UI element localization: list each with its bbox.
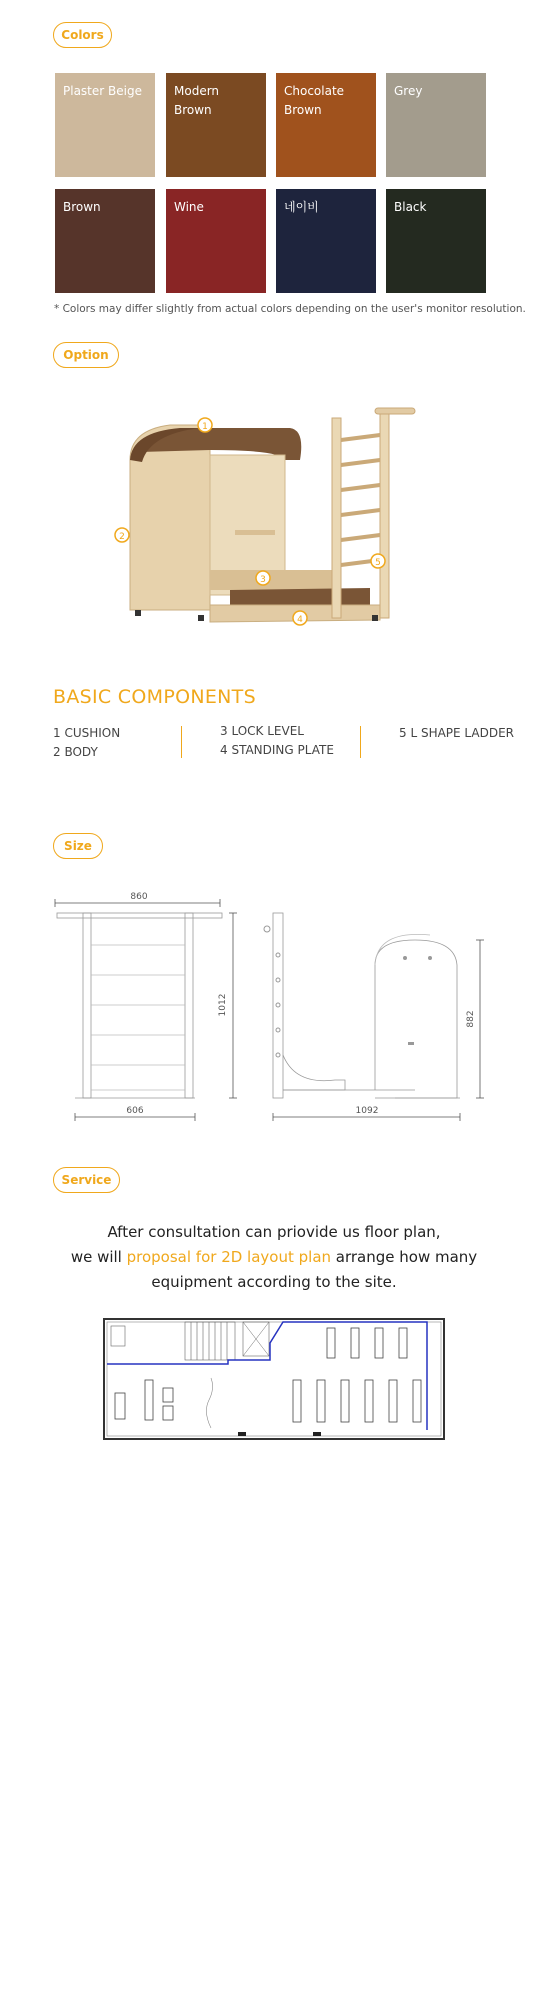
service-description: [0, 1220, 548, 1295]
marker-1: [198, 418, 212, 432]
svg-text:1: 1: [202, 422, 208, 432]
svg-text:4: 4: [297, 615, 303, 625]
color-disclaimer: * Colors may differ slightly from actual colors depending on the user's monitor resolution.: [54, 303, 526, 315]
service-line-1: After consultation can priovide us floor plan,: [107, 1223, 441, 1241]
color-name: Black: [394, 200, 427, 214]
color-name: Wine: [174, 200, 204, 214]
svg-text:2: 2: [119, 532, 125, 542]
component-item: 2 BODY: [53, 745, 98, 759]
product-illustration: [110, 400, 430, 640]
color-name: Brown: [63, 200, 101, 214]
floor-plan-image: [103, 1318, 445, 1440]
marker-2: [115, 528, 129, 542]
marker-5: [371, 554, 385, 568]
service-text: arrange how many: [331, 1248, 478, 1266]
color-name: Plaster Beige: [63, 84, 142, 98]
components-column-3: [399, 724, 514, 743]
basic-components-title: BASIC COMPONENTS: [53, 686, 256, 708]
divider: [360, 726, 361, 758]
color-swatch-chocolate-brown: [276, 73, 376, 177]
color-swatch-grey: [386, 73, 486, 177]
color-swatch-modern-brown: [166, 73, 266, 177]
component-item: 1 CUSHION: [53, 726, 121, 740]
size-section-label: Size: [53, 833, 103, 859]
color-swatch-wine: [166, 189, 266, 293]
option-section-label: Option: [53, 342, 119, 368]
component-item: 5 L SHAPE LADDER: [399, 726, 515, 740]
svg-text:5: 5: [375, 558, 381, 568]
service-section-label: Service: [53, 1167, 120, 1193]
size-drawing-front: [45, 885, 245, 1125]
service-text: we will: [70, 1248, 127, 1266]
color-swatch-black: [386, 189, 486, 293]
service-line-2: [0, 1245, 548, 1270]
marker-3: [256, 571, 270, 585]
component-item: 4 STANDING PLATE: [220, 743, 334, 757]
svg-text:606: 606: [126, 1106, 144, 1116]
size-drawing-side: [255, 885, 495, 1125]
service-highlight: proposal for 2D layout plan: [126, 1248, 332, 1266]
components-column-1: [53, 724, 120, 762]
svg-text:1092: 1092: [355, 1106, 379, 1116]
color-name: Modern Brown: [174, 84, 220, 117]
svg-text:3: 3: [260, 575, 266, 585]
service-line-3: equipment according to the site.: [151, 1273, 397, 1291]
component-item: 3 LOCK LEVEL: [220, 724, 304, 738]
svg-text:882: 882: [466, 1010, 476, 1028]
colors-section-label: Colors: [53, 22, 112, 48]
color-swatch-plaster-beige: [55, 73, 155, 177]
color-name: Chocolate Brown: [284, 84, 345, 117]
color-swatch-brown: [55, 189, 155, 293]
svg-text:860: 860: [130, 892, 148, 902]
marker-4: [293, 611, 307, 625]
components-column-2: [220, 722, 334, 760]
color-name: Grey: [394, 84, 423, 98]
svg-text:1012: 1012: [218, 993, 228, 1017]
color-name: 네이비: [284, 200, 319, 214]
divider: [181, 726, 182, 758]
color-swatch-navy: [276, 189, 376, 293]
